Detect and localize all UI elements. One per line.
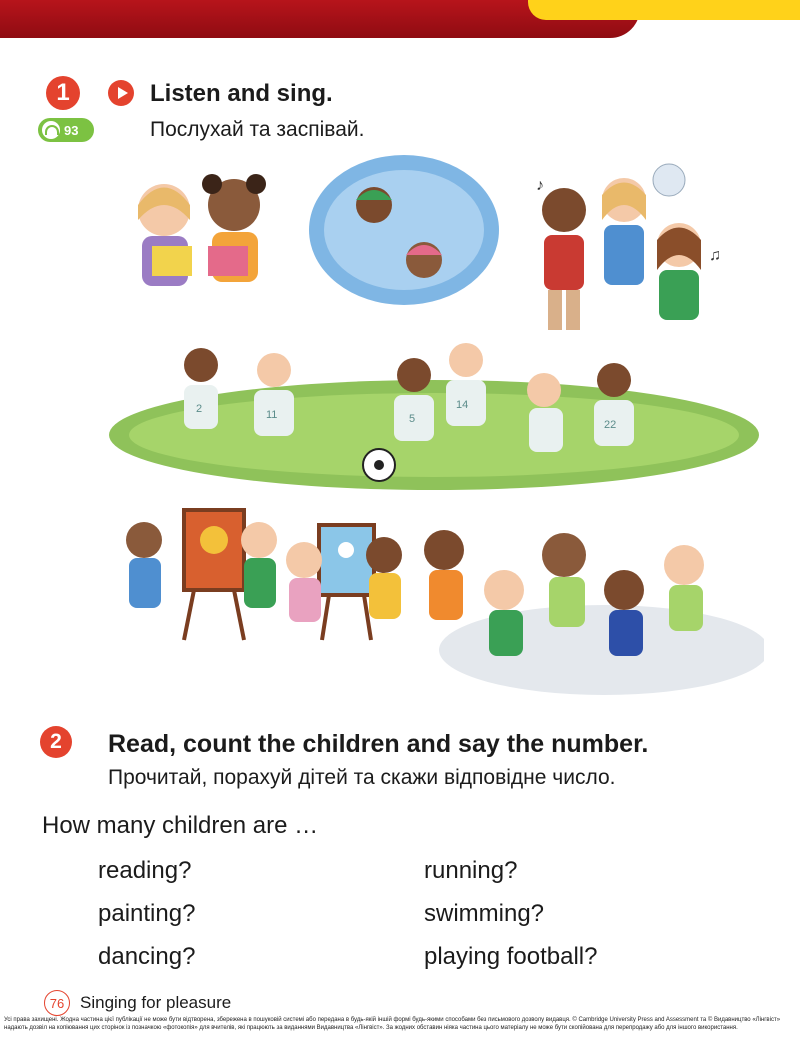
football-children (109, 343, 759, 490)
exercise-1-title: Listen and sing. (150, 80, 333, 107)
running-children (424, 530, 764, 695)
jersey-number: 11 (266, 409, 278, 421)
question-item: reading? (98, 857, 192, 884)
page-number: 76 (44, 990, 70, 1016)
svg-text:♪: ♪ (536, 177, 544, 194)
question-item: playing football? (424, 943, 598, 970)
exercise-2-subtitle: Прочитай, порахуй дітей та скажи відповідне число. (108, 766, 616, 789)
question-item: dancing? (98, 943, 196, 970)
header-tab (528, 0, 800, 20)
exercise-1-number: 1 (46, 76, 80, 110)
headphones-icon (42, 121, 60, 139)
exercise-2-title: Read, count the children and say the number. (108, 730, 649, 758)
play-icon[interactable] (108, 80, 134, 106)
jersey-number: 22 (604, 419, 617, 431)
audio-track-number: 93 (64, 122, 79, 138)
audio-track-badge[interactable] (38, 118, 94, 142)
jersey-number: 2 (196, 403, 203, 415)
jersey-number: 14 (456, 399, 469, 411)
reading-children (138, 174, 266, 286)
exercise-2-question: How many children are … (42, 812, 319, 839)
unit-title: Singing for pleasure (80, 993, 232, 1012)
exercise-2-number: 2 (40, 726, 72, 758)
swimming-children (309, 155, 499, 305)
painting-children (126, 510, 402, 640)
copyright-notice: Усі права захищені. Жодна частина цієї публікації не може бути відтворена, збережена в пошуковій системі або передана в будь-якій іншій формі будь-якими способами без письмового дозволу видавця. © Cambridge University Press and Assessment та © Видавництво «Лінгвіст» надають дозвіл на копіювання цих сторінок із позначкою «фотокопія» для вчителів, які працюють за виданнями Видавництва «Лінгвіст». За жодних обставин ніяка частина цього матеріалу не може бути скопійована для перепродажу або для іншого використання. (4, 1017, 781, 1031)
question-item: swimming? (424, 900, 545, 927)
exercise-1-subtitle: Послухай та заспівай. (150, 118, 365, 141)
dancing-children (536, 164, 721, 330)
jersey-number: 5 (409, 413, 416, 425)
children-activities-illustration (104, 150, 764, 695)
question-item: painting? (98, 900, 196, 927)
svg-text:♫: ♫ (709, 247, 721, 264)
question-item: running? (424, 857, 518, 884)
